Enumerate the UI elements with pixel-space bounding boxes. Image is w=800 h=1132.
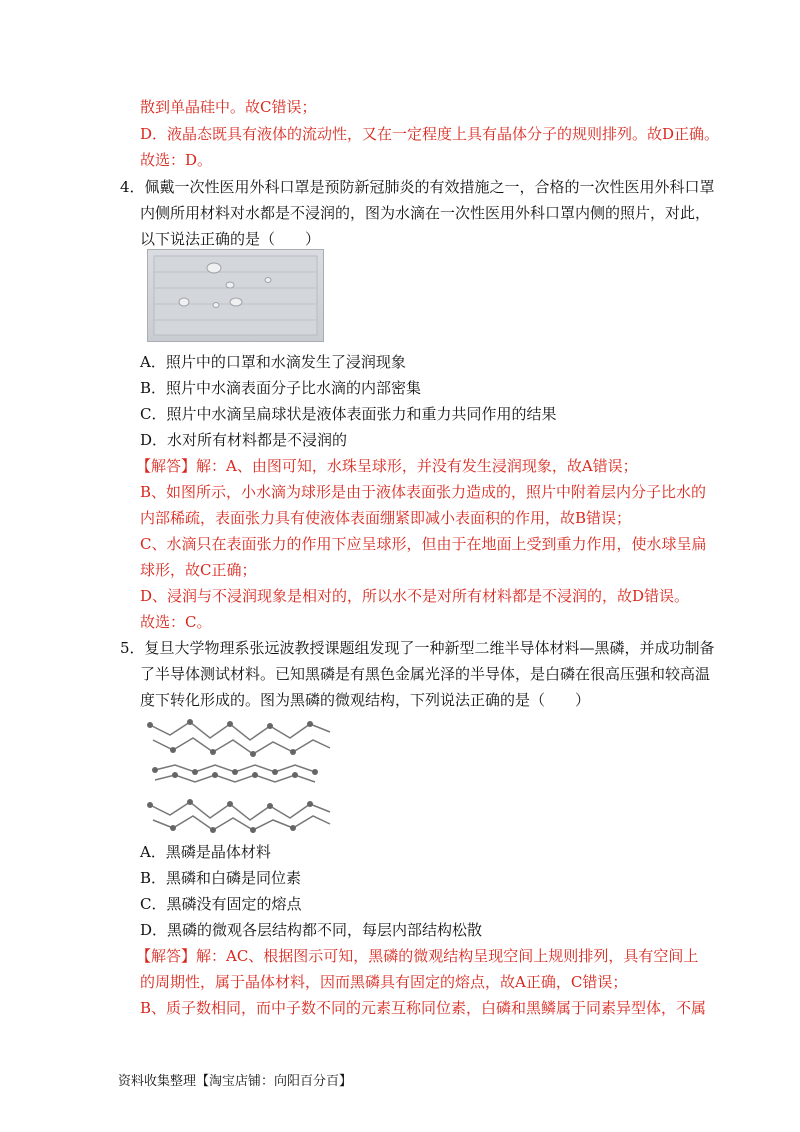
answer-text: B、质子数相同，而中子数不同的元素互称同位素，白磷和黑鳞属于同素异型体，不属	[140, 999, 707, 1017]
answer-text: 的周期性，属于晶体材料，因而黑磷具有固定的熔点，故A正确，C错误；	[140, 973, 628, 991]
answer-text: C、水滴只在表面张力的作用下应呈球形，但由于在地面上受到重力作用，使水球呈扁	[140, 535, 707, 553]
question-stem: 了半导体测试材料。已知黑磷是有黑色金属光泽的半导体，是白磷在很高压强和较高温	[140, 665, 711, 683]
option-a: A．黑磷是晶体材料	[140, 843, 271, 861]
answer-text: 故选：C。	[140, 613, 212, 631]
question-stem: 内侧所用材料对水都是不浸润的，图为水滴在一次性医用外科口罩内侧的照片，对此，	[140, 204, 711, 222]
question-stem: 度下转化形成的。图为黑磷的微观结构，下列说法正确的是（ ）	[140, 691, 591, 709]
option-b: B．照片中水滴表面分子比水滴的内部密集	[140, 379, 422, 397]
option-a: A．照片中的口罩和水滴发生了浸润现象	[140, 353, 406, 371]
black-phosphorus-structure-image	[145, 710, 335, 835]
page-footer: 资料收集整理【淘宝店铺：向阳百分百】	[118, 1074, 353, 1089]
question-stem: 5．复旦大学物理系张远波教授课题组发现了一种新型二维半导体材料—黑磷，并成功制备	[120, 639, 715, 657]
answer-text: D、浸润与不浸润现象是相对的，所以水不是对所有材料都是不浸润的，故D错误。	[140, 587, 690, 605]
answer-text: 【解答】解：A、由图可知，水珠呈球形，并没有发生浸润现象，故A错误；	[136, 457, 638, 475]
question-stem: 以下说法正确的是（ ）	[140, 230, 321, 248]
option-c: C．黑磷没有固定的熔点	[140, 895, 302, 913]
answer-text: B、如图所示，小水滴为球形是由于液体表面张力造成的，照片中附着层内分子比水的	[140, 483, 707, 501]
answer-text: 【解答】解：AC、根据图示可知，黑磷的微观结构呈现空间上规则排列，具有空间上	[136, 947, 699, 965]
answer-text: 内部稀疏，表面张力具有使液体表面绷紧即减小表面积的作用，故B错误；	[140, 509, 632, 527]
answer-text: 故选：D。	[140, 151, 213, 169]
mask-water-drop-photo	[147, 249, 324, 342]
answer-text: 球形，故C正确；	[140, 561, 257, 579]
option-d: D．水对所有材料都是不浸润的	[140, 431, 348, 449]
answer-text: D．液晶态既具有液体的流动性，又在一定程度上具有晶体分子的规则排列。故D正确。	[140, 125, 720, 143]
option-b: B．黑磷和白磷是同位素	[140, 869, 302, 887]
question-stem: 4．佩戴一次性医用外科口罩是预防新冠肺炎的有效措施之一，合格的一次性医用外科口罩	[120, 178, 715, 196]
option-c: C．照片中水滴呈扁球状是液体表面张力和重力共同作用的结果	[140, 405, 557, 423]
answer-text: 散到单晶硅中。故C错误；	[140, 98, 317, 116]
option-d: D．黑磷的微观各层结构都不同，每层内部结构松散	[140, 921, 483, 939]
